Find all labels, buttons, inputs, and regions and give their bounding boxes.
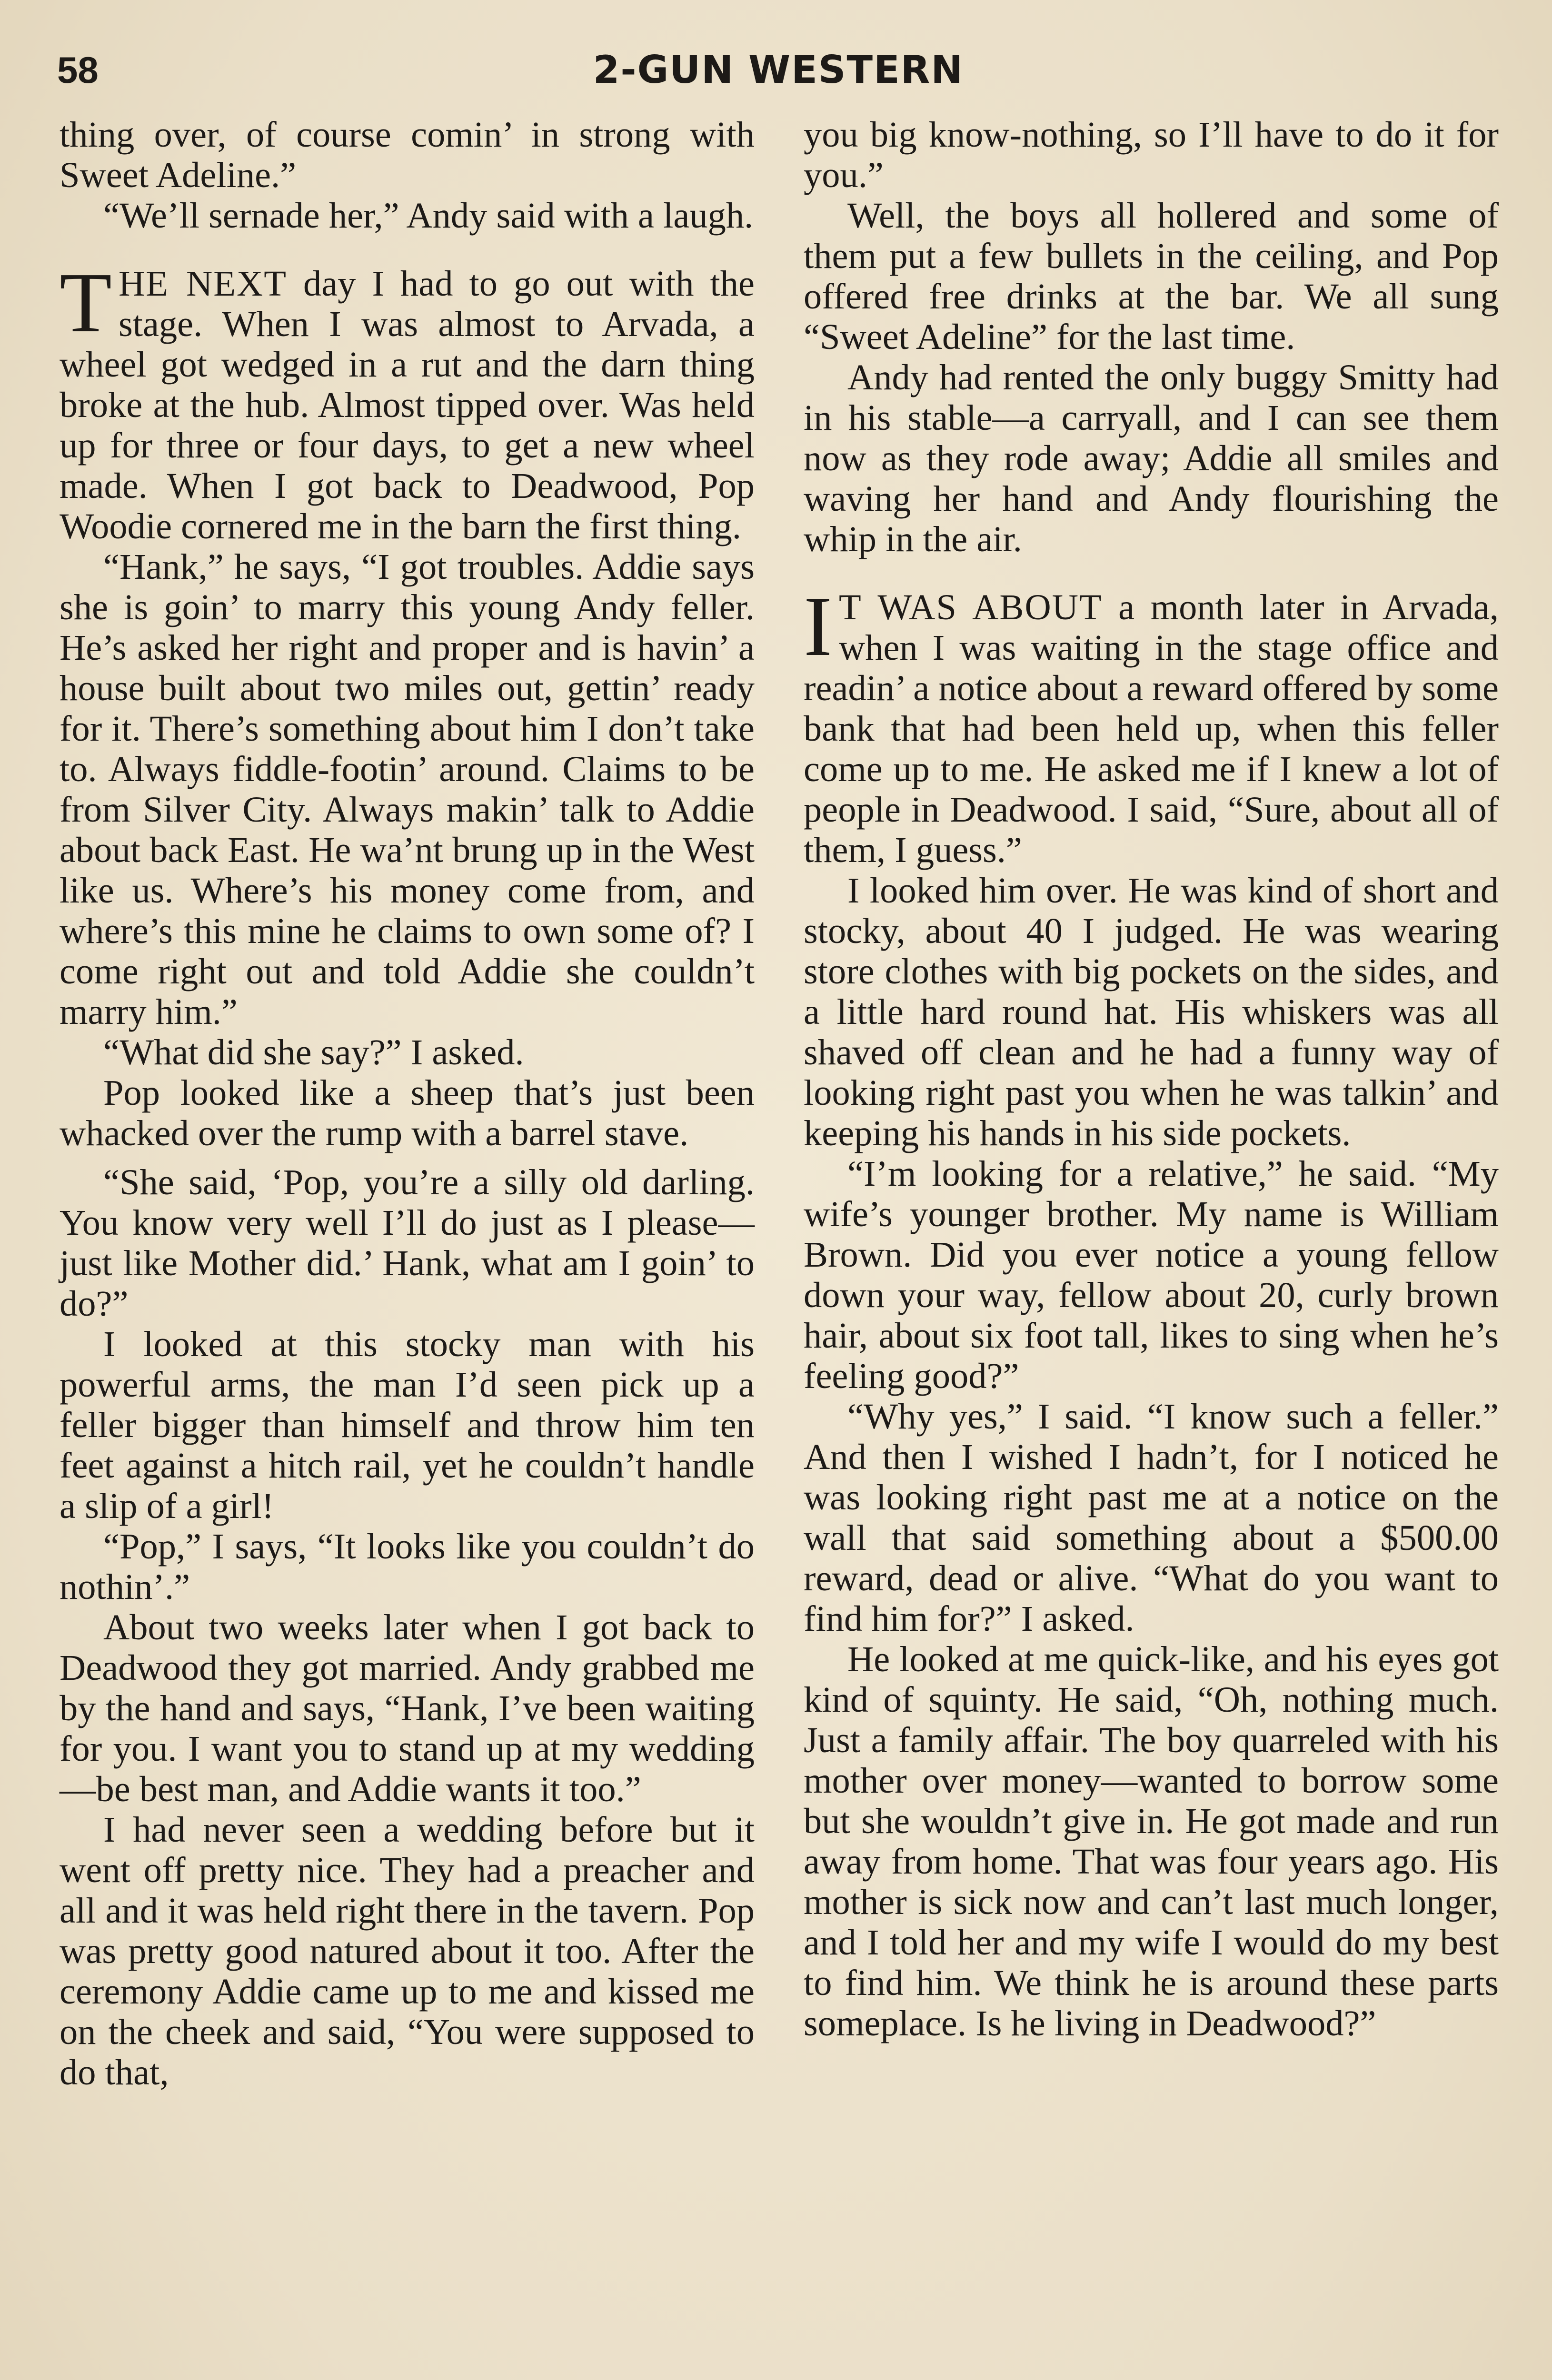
page-header — [57, 44, 1500, 96]
paragraph: I had never seen a wedding before but it went off pretty nice. They had a preacher and all and it was held right there in the tavern. Pop was pretty good natured about it too. After the ceremony Addie came up to me and kissed me on the cheek and said, “You were supposed to do that, — [60, 1809, 755, 2092]
paragraph: I looked him over. He was kind of short and stocky, about 40 I judged. He was wearing store clothes with big pockets on the sides, and a little hard round hat. His whiskers was all shaved off clean and he had a funny way of looking right past you when he was talkin’ and keeping his hands in his side pockets. — [804, 870, 1499, 1153]
paragraph: “Hank,” he says, “I got troubles. Addie says she is goin’ to marry this young Andy feller. He’s asked her right and proper and is havin’ a house built about two miles out, gettin’ ready for it. There’s something about him I don’t take to. Always fiddle-footin’ around. Claims to be from Silver City. Always makin’ talk to Addie about back East. He wa’nt brung up in the West like us. Where’s his money come from, and where’s this mine he claims to own some of? I come right out and told Addie she couldn’t marry him.” — [60, 546, 755, 1032]
paragraph: About two weeks later when I got back to Deadwood they got married. Andy grabbed me by the hand and says, “Hank, I’ve been waiting for you. I want you to stand up at my wedding—be best man, and Addie wants it too.” — [60, 1607, 755, 1809]
paragraph-text: day I had to go out with the stage. When I was almost to Arvada, a wheel got wedged in a rut and the darn thing broke at the hub. Almost tipped over. Was held up for three or four days, to get a new wheel made. When I got back to Deadwood, Pop Woodie cornered me in the barn the first thing. — [60, 263, 755, 546]
paragraph: thing over, of course comin’ in strong with Sweet Adeline.” — [60, 114, 755, 195]
left-column — [60, 114, 755, 2092]
paragraph: “What did she say?” I asked. — [103, 1032, 524, 1072]
paragraph: “I’m looking for a relative,” he said. “My wife’s younger brother. My name is William Brown. Did you ever notice a young fellow down your way, fellow about 20, curly brown hair, about six foot tall, likes to sing when he’s feeling good?” — [804, 1153, 1499, 1396]
drop-cap: I — [804, 579, 832, 674]
paragraph: Andy had rented the only buggy Smitty had in his stable—a carryall, and I can see them now as they rode away; Addie all smiles and waving her hand and Andy flourishing the whip in the air. — [804, 357, 1499, 559]
section-start-paragraph — [804, 579, 1499, 870]
paragraph: Well, the boys all hollered and some of them put a few bullets in the ceiling, and Pop offered free drinks at the bar. We all sung “Sweet Adeline” for the last time. — [804, 195, 1499, 357]
lead-in-caps: HE NEXT — [118, 263, 287, 304]
paragraph: “Why yes,” I said. “I know such a feller.” And then I wished I hadn’t, for I noticed he was looking right past me at a notice on the wall that said something about a $500.00 reward, dead or alive. “What do you want to find him for?” I asked. — [804, 1396, 1499, 1639]
paragraph: “We’ll sernade her,” Andy said with a laugh. — [103, 195, 754, 236]
lead-in-caps: T WAS ABOUT — [838, 587, 1103, 627]
section-start-paragraph — [60, 255, 755, 546]
paragraph: “She said, ‘Pop, you’re a silly old darling. You know very well I’ll do just as I please—just like Mother did.’ Hank, what am I goin’ to do?” — [60, 1162, 755, 1324]
paragraph: you big know-nothing, so I’ll have to do it for you.” — [804, 114, 1499, 195]
running-title: 2-GUN WESTERN — [593, 48, 964, 92]
paragraph: Pop looked like a sheep that’s just been whacked over the rump with a barrel stave. — [60, 1072, 755, 1153]
paragraph: “Pop,” I says, “It looks like you couldn’t do nothin’.” — [60, 1526, 755, 1607]
paragraph-text: a month later in Arvada, when I was waiting in the stage office and readin’ a notice about a reward offered by some bank that had been held up, when this feller come up to me. He asked me if I knew a lot of people in Deadwood. I said, “Sure, about all of them, I guess.” — [804, 587, 1499, 870]
page-number: 58 — [57, 49, 99, 91]
right-column — [804, 114, 1499, 2043]
paragraph: I looked at this stocky man with his powerful arms, the man I’d seen pick up a feller bigger than himself and throw him ten feet against a hitch rail, yet he couldn’t handle a slip of a girl! — [60, 1324, 755, 1526]
paragraph: He looked at me quick-like, and his eyes got kind of squinty. He said, “Oh, nothing much. Just a family affair. The boy quarreled with his mother over money—wanted to borrow some but she wouldn’t give in. He got made and run away from home. That was four years ago. His mother is sick now and can’t last much longer, and I told her and my wife I would do my best to find him. We think he is around these parts someplace. Is he living in Deadwood?” — [804, 1639, 1499, 2043]
drop-cap: T — [60, 255, 112, 350]
